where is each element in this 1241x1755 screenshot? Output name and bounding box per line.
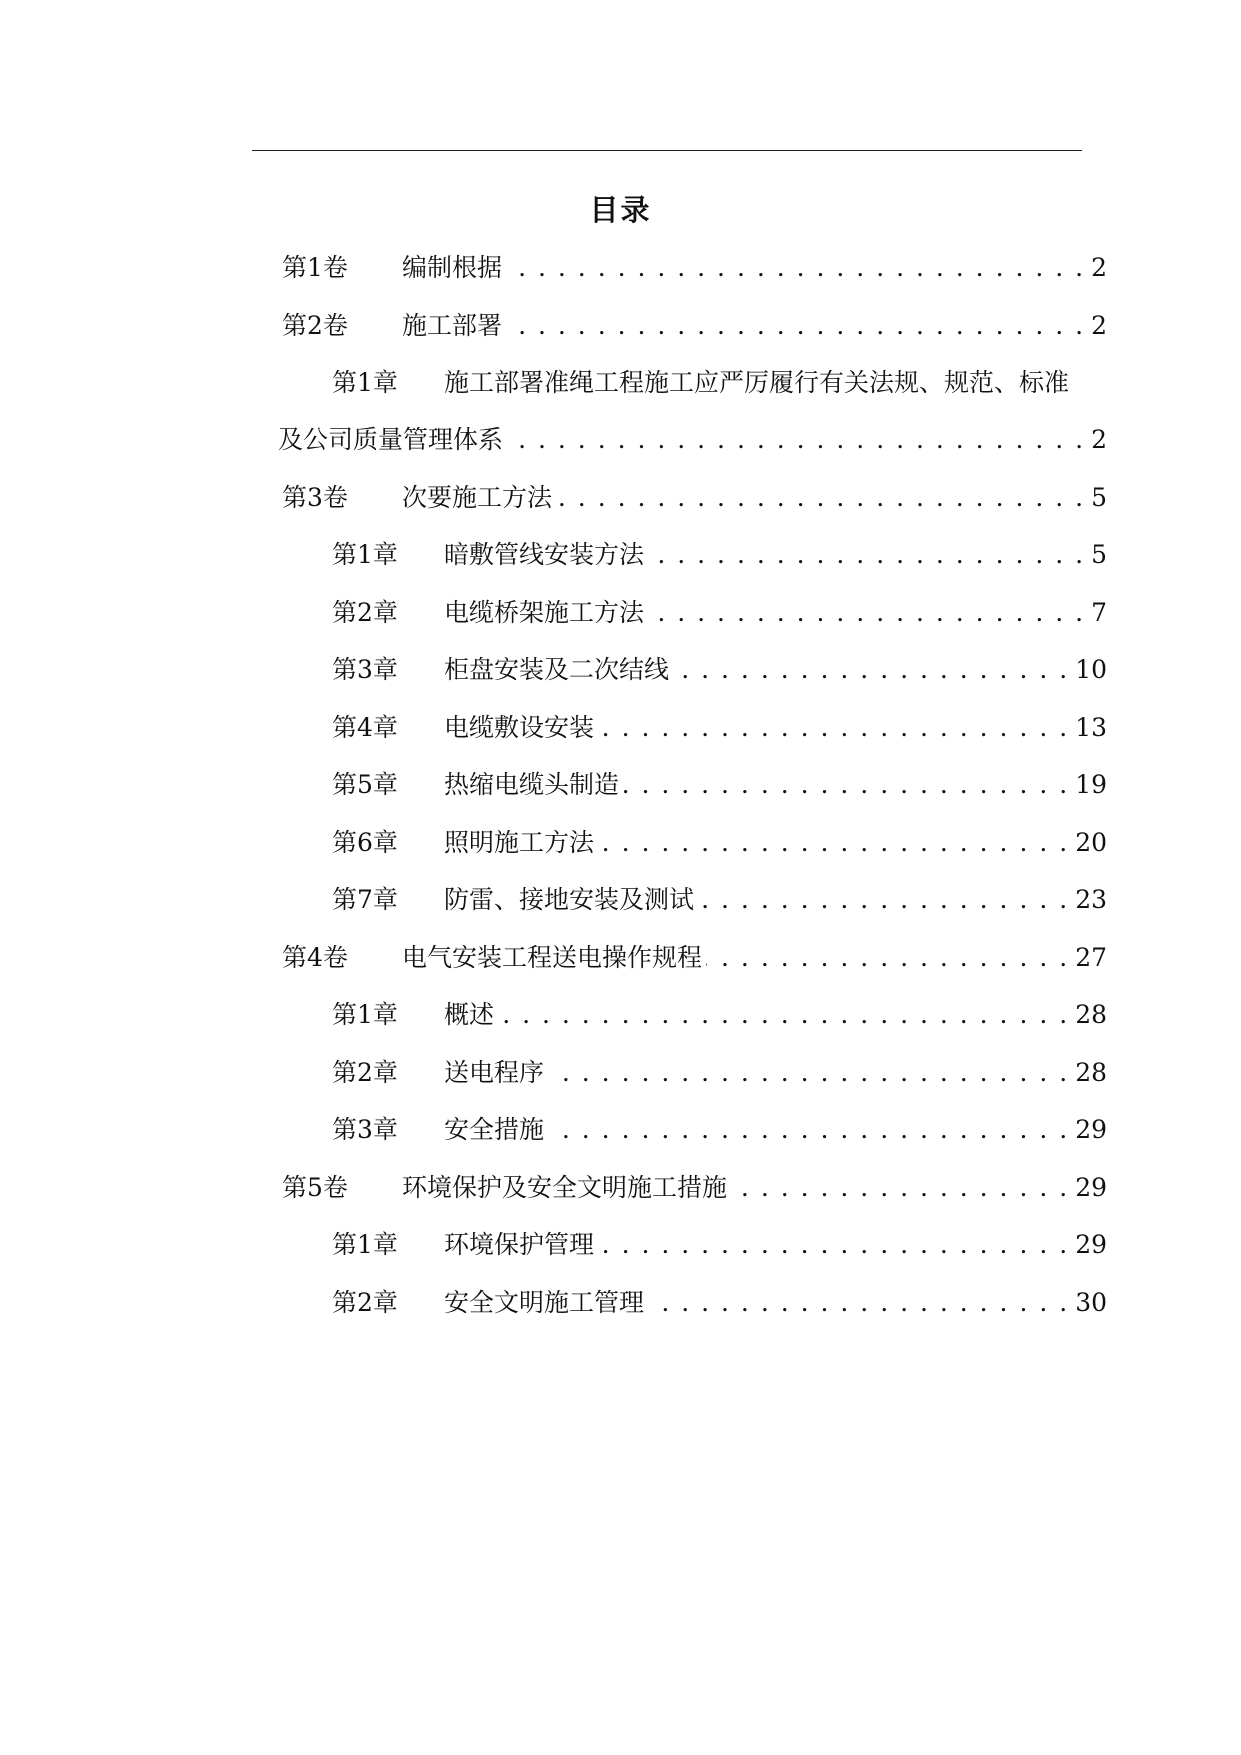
- toc-entry-volume-2[interactable]: [282, 308, 1107, 344]
- toc-entry-title: 环境保护管理: [444, 1230, 595, 1259]
- toc-entry-volume-1[interactable]: [282, 250, 1107, 286]
- toc-entry-number: 第2章: [332, 1058, 398, 1087]
- toc-entry-title-continued: 及公司质量管理体系: [278, 425, 504, 454]
- toc-entry-page: 29: [1075, 1230, 1107, 1259]
- toc-entry-number: 第3章: [332, 655, 398, 684]
- dot-leader: [706, 940, 1069, 976]
- toc-entry-chapter[interactable]: [332, 537, 1107, 573]
- toc-entry-title: 送电程序: [444, 1058, 545, 1087]
- toc-entry-title: 安全文明施工管理: [444, 1288, 645, 1317]
- toc-entry-title: 暗敷管线安装方法: [444, 540, 645, 569]
- toc-entry-chapter[interactable]: [332, 825, 1107, 861]
- toc-entry-chapter[interactable]: [332, 767, 1107, 803]
- toc-entry-volume-5[interactable]: [282, 1170, 1107, 1206]
- toc-entry-chapter[interactable]: [332, 1112, 1107, 1148]
- toc-entry-number: 第4卷: [282, 943, 348, 972]
- toc-entry-title: 安全措施: [444, 1115, 545, 1144]
- toc-entry-number: 第2章: [332, 598, 398, 627]
- toc-entry-page: 30: [1075, 1288, 1107, 1317]
- dot-leader: [648, 595, 1085, 631]
- dot-leader: [673, 652, 1069, 688]
- toc-entry-page: 19: [1075, 770, 1107, 799]
- dot-leader: [598, 1227, 1069, 1263]
- toc-entry-chapter[interactable]: [332, 710, 1107, 746]
- toc-entry-number: 第7章: [332, 885, 398, 914]
- toc-entry-title: 施工部署: [402, 311, 503, 340]
- dot-leader: [548, 1055, 1069, 1091]
- toc-entry-number: 第6章: [332, 828, 398, 857]
- toc-entry-number: 第4章: [332, 713, 398, 742]
- dot-leader: [507, 422, 1085, 458]
- toc-entry-page: 5: [1091, 483, 1107, 512]
- toc-entry-page: 10: [1075, 655, 1107, 684]
- toc-entry-chapter-wrapped-line1[interactable]: [332, 365, 1069, 401]
- toc-entry-title: 柜盘安装及二次结线: [444, 655, 670, 684]
- toc-entry-page: 29: [1075, 1173, 1107, 1202]
- dot-leader: [598, 710, 1069, 746]
- toc-entry-title: 电缆敷设安装: [444, 713, 595, 742]
- toc-entry-page: 2: [1091, 311, 1107, 340]
- toc-entry-number: 第1章: [332, 1000, 398, 1029]
- toc-entry-title: 概述: [444, 1000, 495, 1029]
- toc-entry-page: 27: [1075, 943, 1107, 972]
- toc-entry-volume-3[interactable]: [282, 480, 1107, 516]
- toc-entry-chapter-wrapped-line2[interactable]: [278, 422, 1107, 458]
- toc-entry-page: 2: [1091, 253, 1107, 282]
- toc-entry-chapter[interactable]: [332, 595, 1107, 631]
- toc-entry-page: 7: [1091, 598, 1107, 627]
- toc-entry-chapter[interactable]: [332, 997, 1107, 1033]
- toc-entry-title: 次要施工方法: [402, 483, 553, 512]
- toc-entry-page: 28: [1075, 1000, 1107, 1029]
- toc-entry-title: 施工部署准绳工程施工应严厉履行有关法规、规范、标准: [444, 368, 1070, 397]
- toc-entry-title: 编制根据: [402, 253, 503, 282]
- toc-entry-page: 28: [1075, 1058, 1107, 1087]
- toc-entry-number: 第2章: [332, 1288, 398, 1317]
- toc-entry-title: 照明施工方法: [444, 828, 595, 857]
- toc-entry-title: 防雷、接地安装及测试: [444, 885, 695, 914]
- toc-entry-title: 电气安装工程送电操作规程: [402, 943, 703, 972]
- toc-entry-number: 第1章: [332, 368, 398, 397]
- toc-entry-title: 环境保护及安全文明施工措施: [402, 1173, 728, 1202]
- toc-entry-chapter[interactable]: [332, 1227, 1107, 1263]
- toc-entry-number: 第3卷: [282, 483, 348, 512]
- toc-entry-page: 2: [1091, 425, 1107, 454]
- dot-leader: [698, 882, 1069, 918]
- toc-entry-page: 13: [1075, 713, 1107, 742]
- dot-leader: [598, 825, 1069, 861]
- dot-leader: [498, 997, 1069, 1033]
- toc-entry-title: 热缩电缆头制造: [444, 770, 620, 799]
- toc-entry-number: 第2卷: [282, 311, 348, 340]
- dot-leader: [556, 480, 1085, 516]
- toc-entry-chapter[interactable]: [332, 652, 1107, 688]
- toc-entry-chapter[interactable]: [332, 1285, 1107, 1321]
- page-title: 目录: [589, 193, 652, 227]
- toc-entry-page: 20: [1075, 828, 1107, 857]
- toc-entry-page: 23: [1075, 885, 1107, 914]
- toc-entry-volume-4[interactable]: [282, 940, 1107, 976]
- dot-leader: [648, 1285, 1069, 1321]
- dot-leader: [731, 1170, 1069, 1206]
- toc-entry-number: 第5卷: [282, 1173, 348, 1202]
- toc-entry-number: 第1章: [332, 1230, 398, 1259]
- dot-leader: [648, 537, 1085, 573]
- toc-entry-number: 第3章: [332, 1115, 398, 1144]
- toc-entry-number: 第5章: [332, 770, 398, 799]
- dot-leader: [506, 308, 1085, 344]
- dot-leader: [548, 1112, 1069, 1148]
- toc-entry-page: 5: [1091, 540, 1107, 569]
- dot-leader: [506, 250, 1085, 286]
- toc-entry-chapter[interactable]: [332, 1055, 1107, 1091]
- dot-leader: [623, 767, 1069, 803]
- toc-entry-page: 29: [1075, 1115, 1107, 1144]
- toc-entry-title: 电缆桥架施工方法: [444, 598, 645, 627]
- toc-entry-number: 第1卷: [282, 253, 348, 282]
- toc-entry-chapter[interactable]: [332, 882, 1107, 918]
- toc-entry-number: 第1章: [332, 540, 398, 569]
